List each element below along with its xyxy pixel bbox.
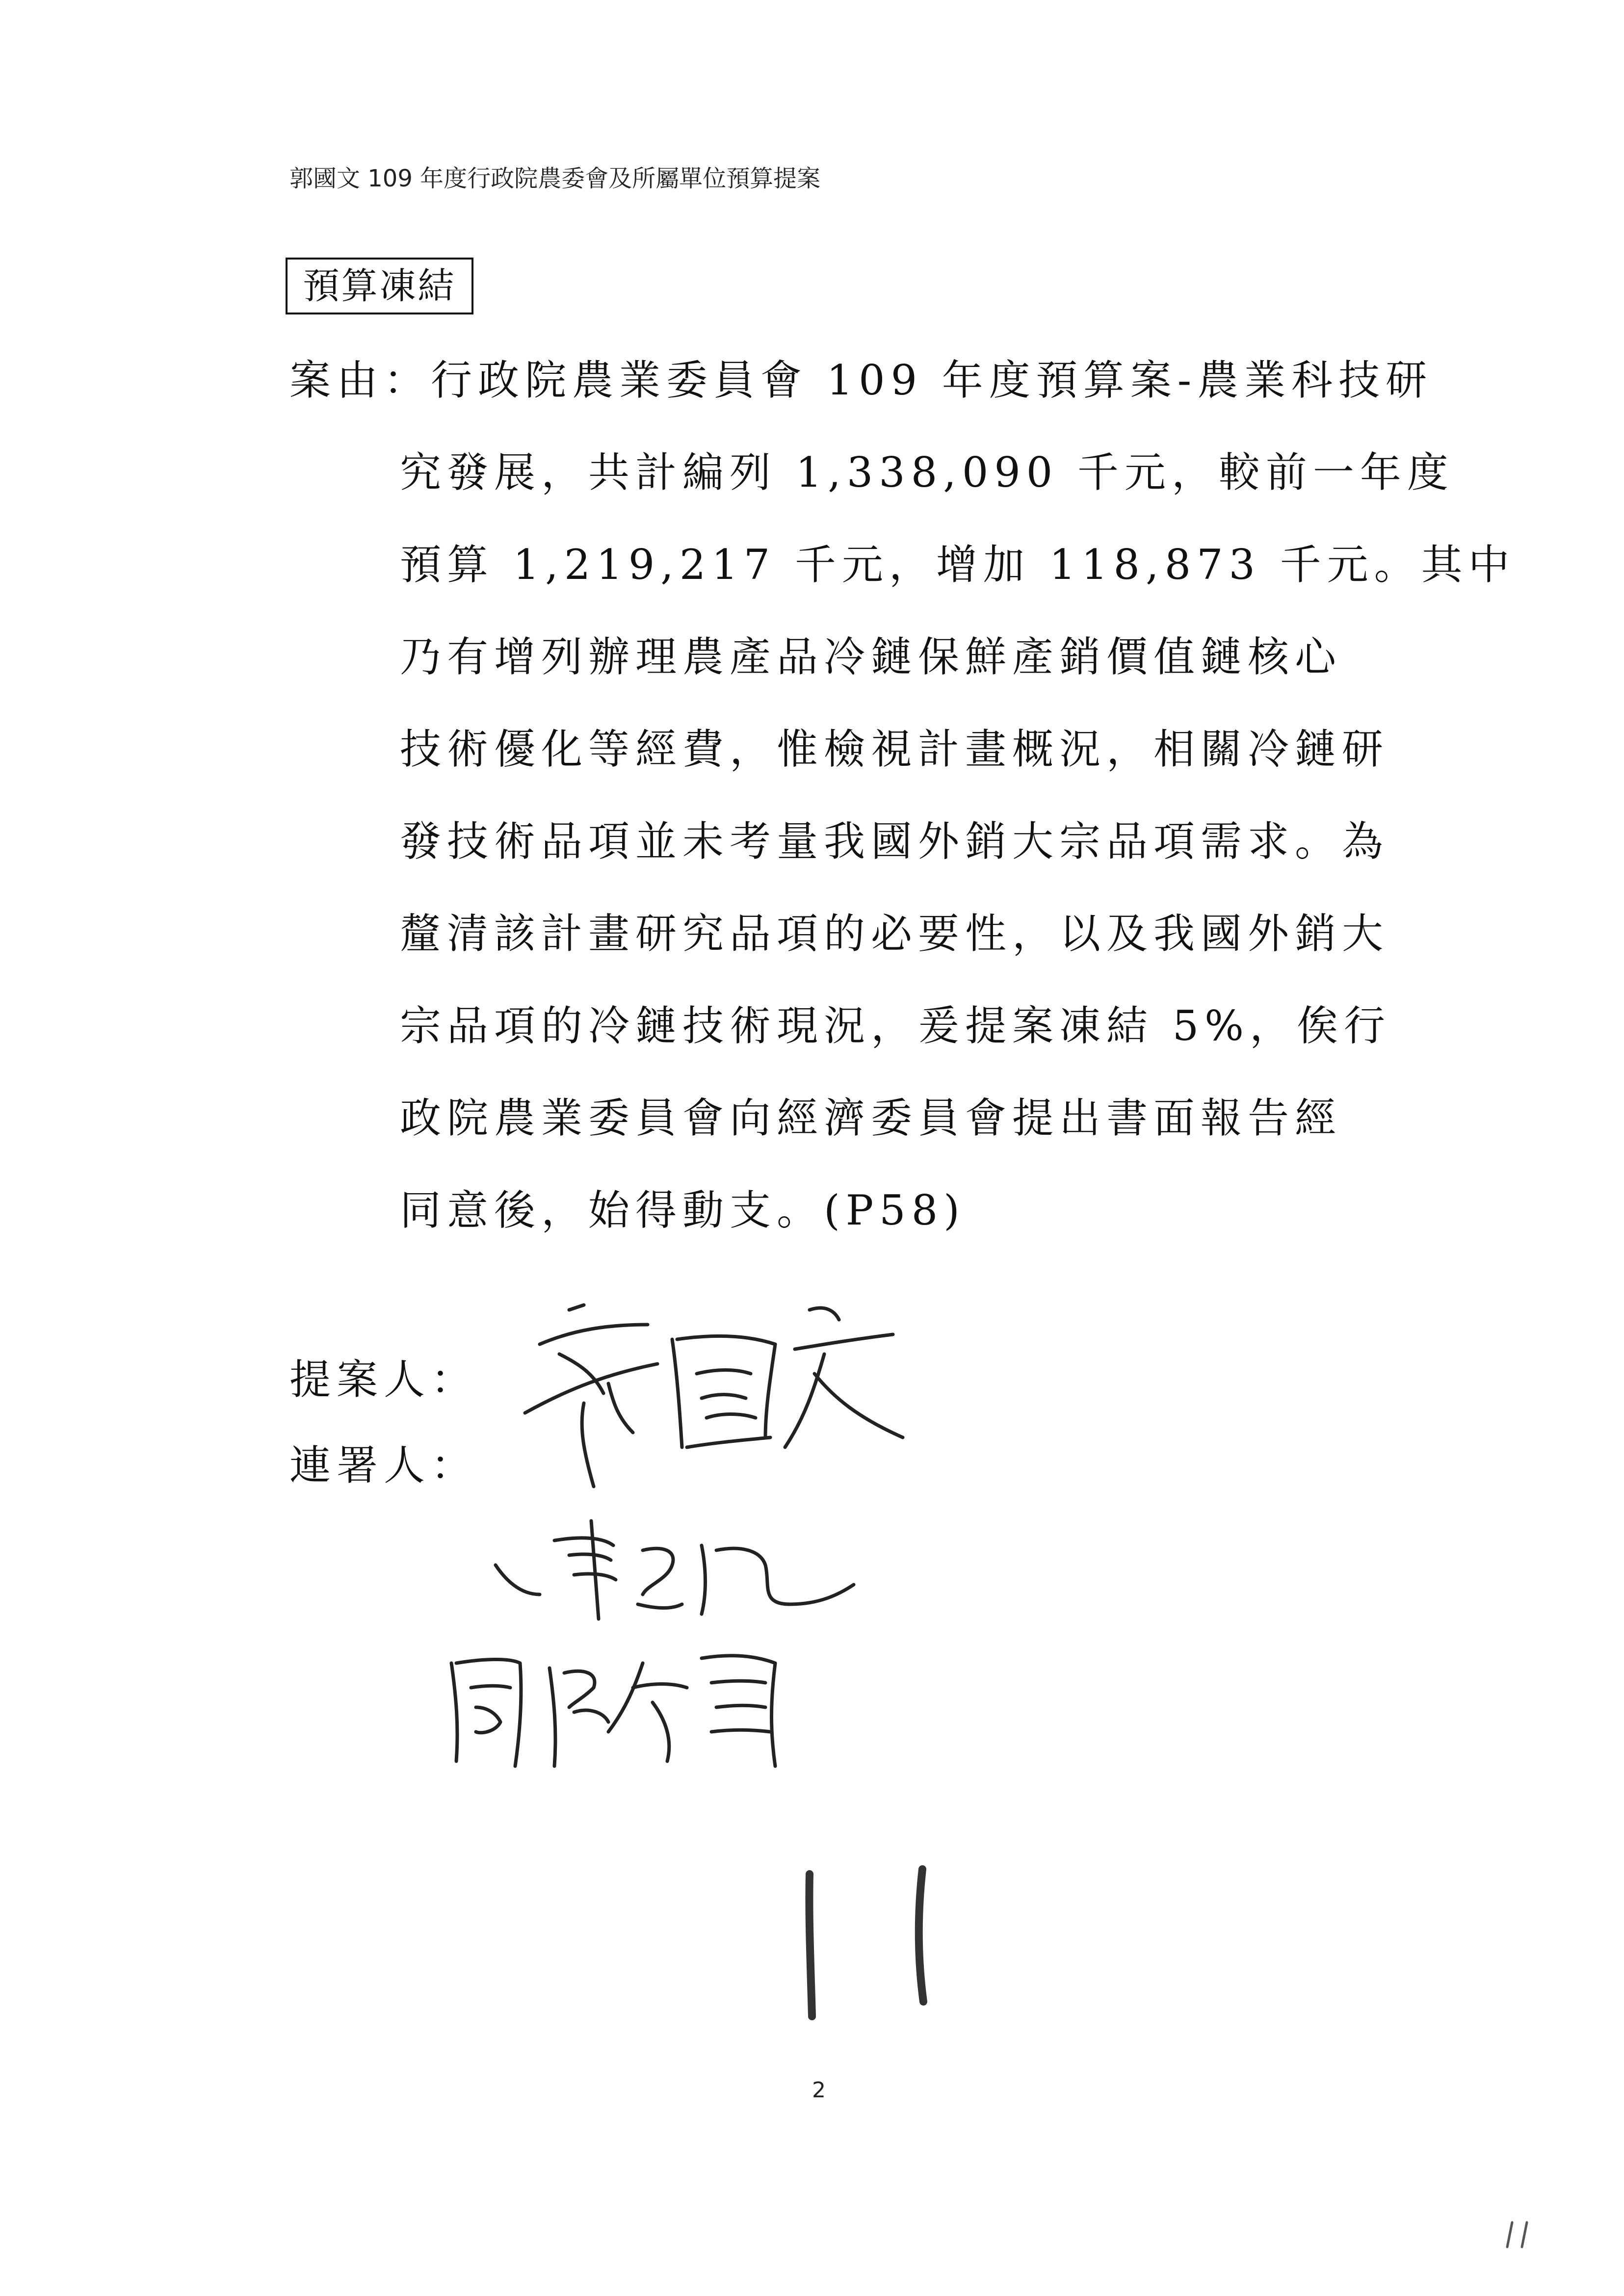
page-number: 2: [812, 2078, 826, 2103]
proposer-label: 提案人：: [289, 1356, 478, 1404]
document-header: 郭國文 109 年度行政院農委會及所屬單位預算提案: [289, 165, 821, 192]
body-line: 技術優化等經費，惟檢視計畫概況，相關冷鏈研: [400, 725, 1389, 773]
body-line: 發技術品項並未考量我國外銷大宗品項需求。為: [400, 817, 1389, 865]
section-label-box: 預算凍結: [286, 258, 473, 314]
corner-handwritten-mark: [1501, 2218, 1541, 2252]
body-line: 釐清該計畫研究品項的必要性，以及我國外銷大: [400, 910, 1389, 958]
cosigner-label: 連署人：: [289, 1441, 478, 1489]
handwritten-eleven-mark: [795, 1864, 942, 2026]
body-line: 政院農業委員會向經濟委員會提出書面報告經: [400, 1094, 1342, 1142]
cosigner-signature-1: [486, 1511, 859, 1624]
body-line: 同意後，始得動支。(P58): [400, 1186, 966, 1234]
body-line: 宗品項的冷鏈技術現況，爰提案凍結 5%，俟行: [400, 1002, 1391, 1050]
body-line: 究發展，共計編列 1,338,090 千元，較前一年度: [400, 448, 1454, 496]
proposer-signature: [510, 1290, 913, 1506]
body-line: 乃有增列辦理農產品冷鏈保鮮產銷價值鏈核心: [400, 633, 1342, 681]
body-line: 預算 1,219,217 千元，增加 118,873 千元。其中: [400, 541, 1516, 589]
cosigner-signature-2: [437, 1634, 800, 1776]
body-line: 案由：行政院農業委員會 109 年度預算案-農業科技研: [289, 356, 1433, 404]
